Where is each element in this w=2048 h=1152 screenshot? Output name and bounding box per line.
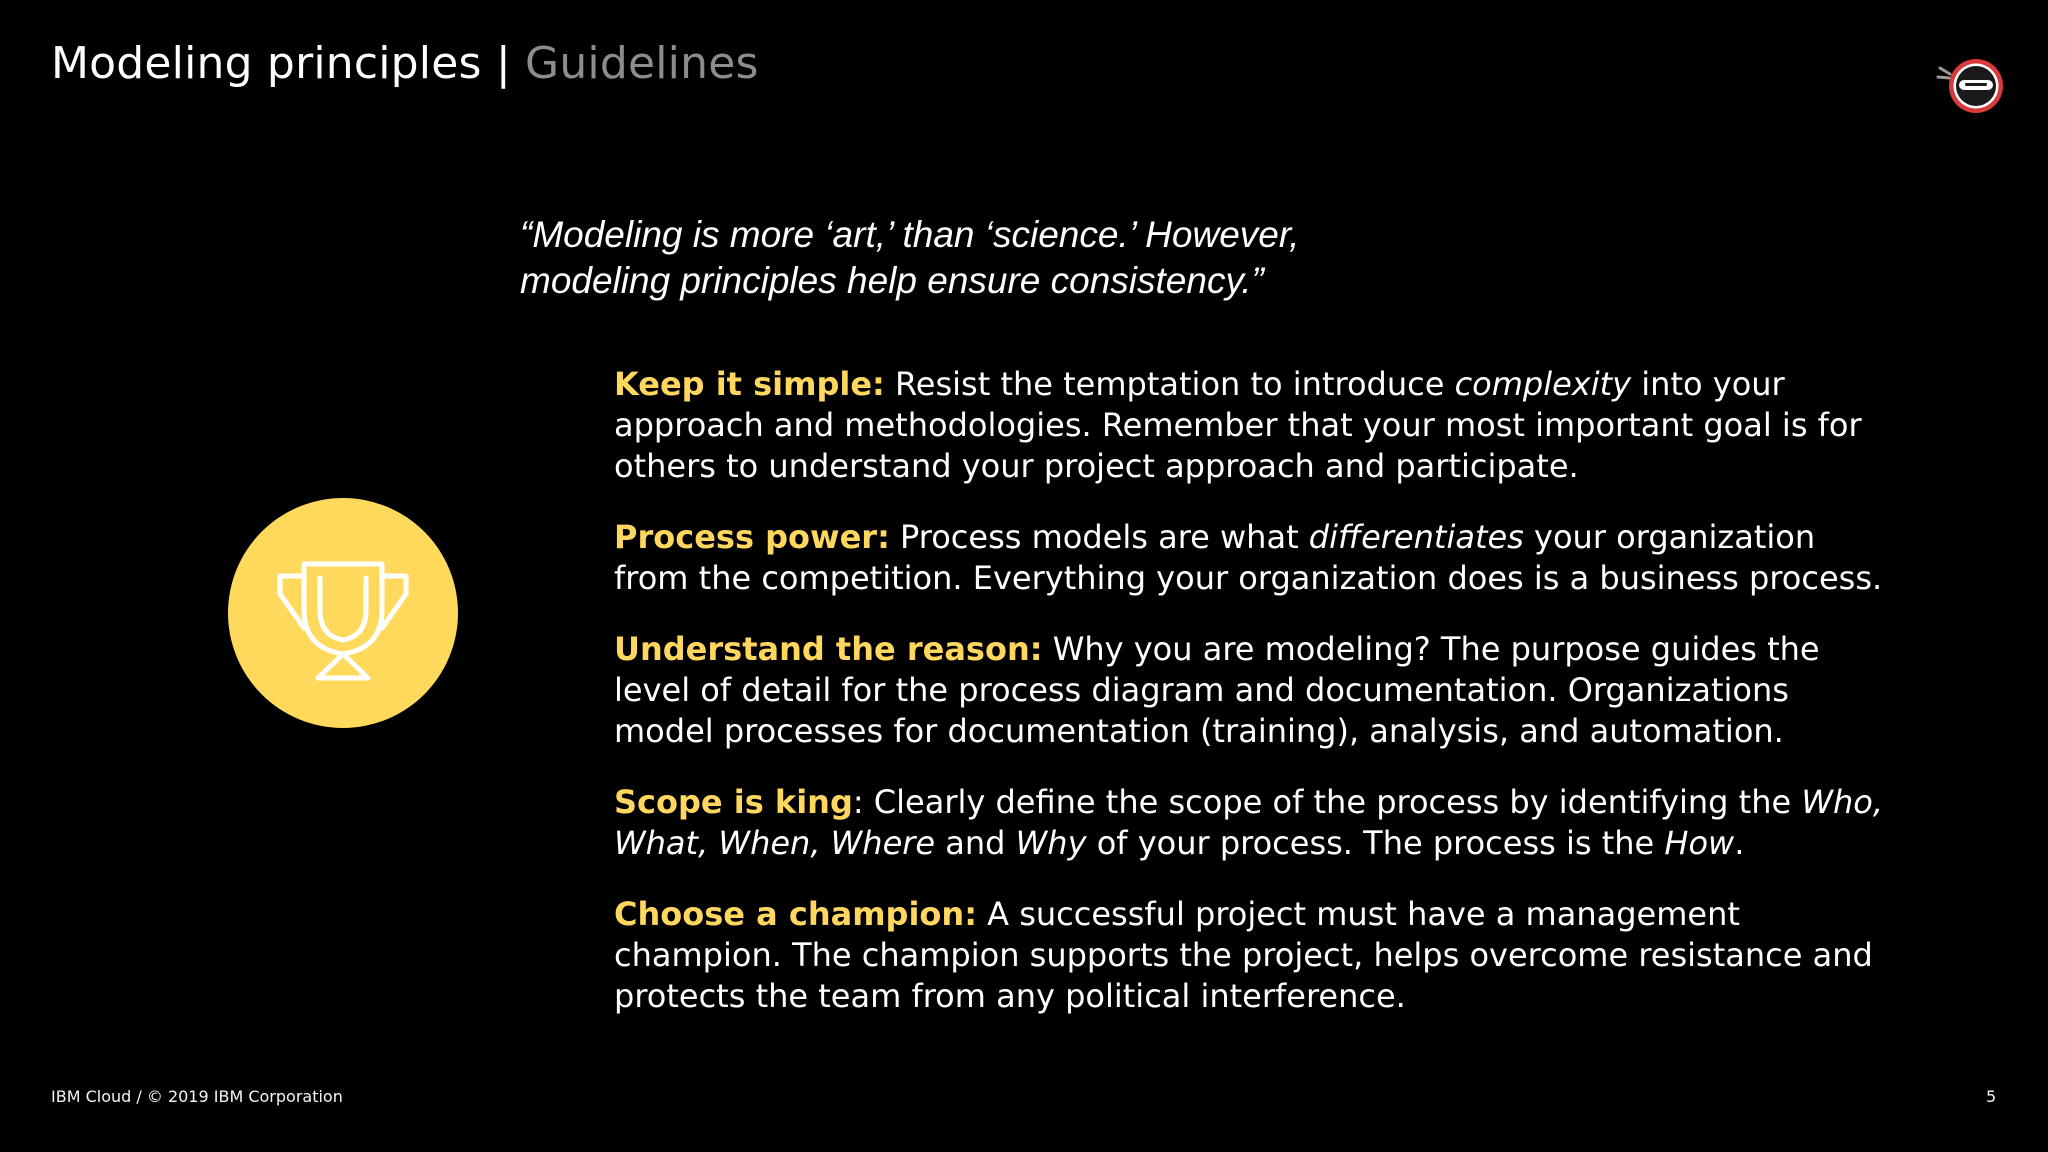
principle-heading: Understand the reason: — [614, 630, 1043, 668]
trophy-badge — [228, 498, 458, 728]
principle-text: your organization from the competition. Everything your organization does is a business process. — [614, 518, 1883, 597]
quote — [520, 212, 1420, 304]
principle-text: of your process. The process is the — [1086, 824, 1665, 862]
principle-heading: Process power: — [614, 518, 890, 556]
principles-list — [614, 364, 1884, 1017]
principle-scope-is-king — [614, 782, 1884, 864]
principle-heading: Keep it simple: — [614, 365, 885, 403]
principle-text: and — [935, 824, 1016, 862]
principle-choose-a-champion — [614, 894, 1884, 1017]
principle-heading: Choose a champion: — [614, 895, 977, 933]
principle-heading: Scope is king — [614, 783, 853, 821]
title-main: Modeling principles — [51, 38, 482, 89]
principle-emphasis: Who, What, When, Where — [614, 783, 1884, 862]
principle-text: . — [1734, 824, 1745, 862]
quote-line-2: modeling principles help ensure consistency.” — [520, 260, 1264, 301]
principle-text: Why you are modeling? The purpose guides the level of detail for the process diagram and documentation. Organizations model processes for documentation (training), analysis, and automation. — [614, 630, 1820, 750]
footer-copyright: IBM Cloud / © 2019 IBM Corporation — [51, 1087, 343, 1106]
principle-emphasis: differentiates — [1308, 518, 1524, 556]
page-title — [51, 38, 759, 89]
trophy-icon — [228, 498, 458, 728]
principle-emphasis: How — [1664, 824, 1735, 862]
principle-understand-the-reason — [614, 629, 1884, 752]
title-subtitle: Guidelines — [525, 38, 759, 89]
principle-text: : Clearly define the scope of the process by identifying the — [852, 783, 1802, 821]
principle-text: Process models are what — [889, 518, 1309, 556]
page-number: 5 — [1986, 1087, 1997, 1106]
principle-text: Resist the temptation to introduce — [884, 365, 1455, 403]
quote-line-1: “Modeling is more ‘art,’ than ‘science.’ However, — [520, 214, 1300, 255]
principle-text: A successful project must have a management champion. The champion supports the project, helps overcome resistance and protects the team from any political interference. — [614, 895, 1873, 1015]
ninja-logo-icon — [1932, 52, 2012, 122]
principle-emphasis: complexity — [1454, 365, 1632, 403]
principle-process-power — [614, 517, 1884, 599]
title-separator: | — [495, 38, 511, 89]
principle-keep-it-simple — [614, 364, 1884, 487]
principle-emphasis: Why — [1015, 824, 1087, 862]
principle-text: into your approach and methodologies. Remember that your most important goal is for others to understand your project approach and participate. — [614, 365, 1862, 485]
